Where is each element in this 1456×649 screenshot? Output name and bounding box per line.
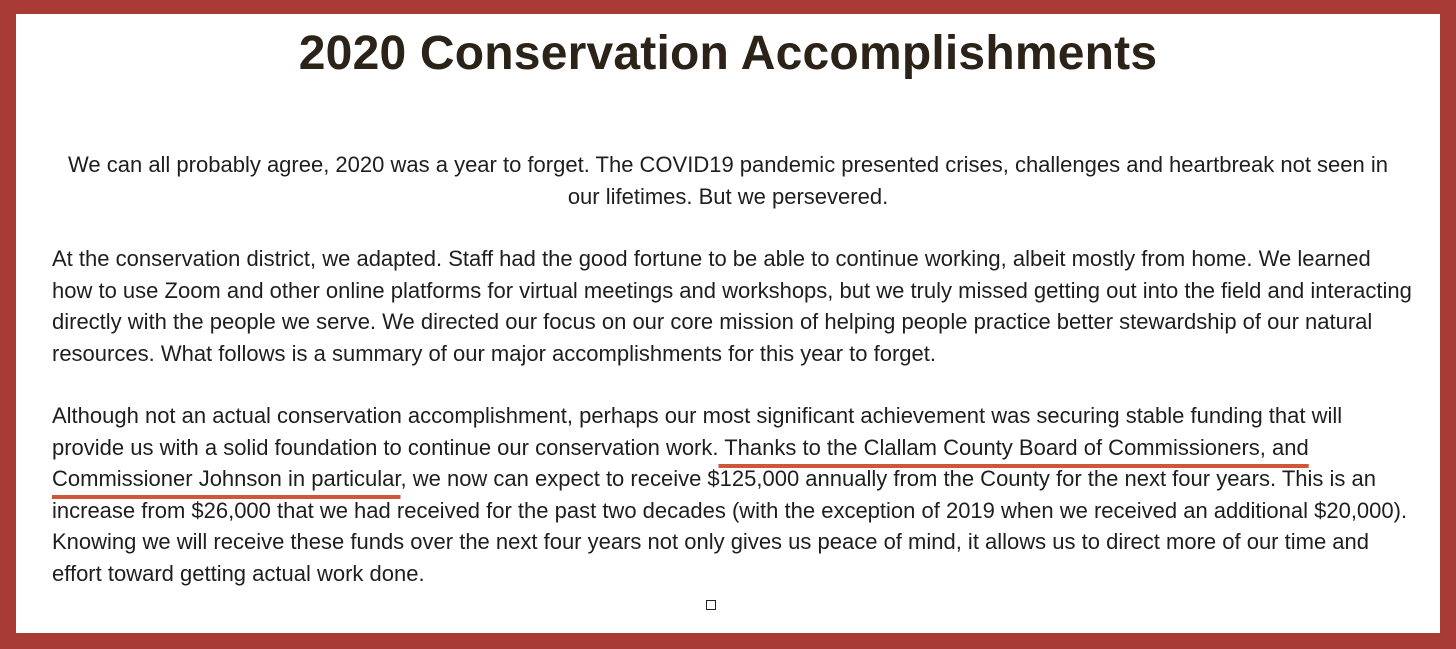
highlighted-acknowledgement: Thanks to the Clallam County Board of Commissioners, and Commissioner Johnson in particular — [52, 434, 1309, 492]
intro-paragraph: We can all probably agree, 2020 was a year to forget. The COVID19 pandemic presented crises, challenges and heartbreak not seen in our lifetimes. But we persevered. — [68, 152, 1388, 209]
page-title: 2020 Conservation Accomplishments — [298, 27, 1158, 80]
adaptation-paragraph: At the conservation district, we adapted. Staff had the good fortune to be able to continue working, albeit mostly from home. We learned how to use Zoom and other online platforms for virtual meetings and workshops, but we truly missed getting out into the field and interacting directly with the people we serve. We directed our focus on our core mission of helping people practice better stewardship of our natural resources. What follows is a summary of our major accomplishments for this year to forget. — [52, 246, 1412, 366]
small-square-marker — [706, 600, 716, 610]
funding-paragraph — [52, 400, 1412, 590]
funding-text-before: Although not an actual conservation accomplishment, perhaps our most significant achievement was securing stable funding that will provide us with a solid foundation to continue our conservation work. — [52, 403, 1343, 460]
funding-text-after: , we now can expect to receive $125,000 annually from the County for the next four years. This is an increase from $26,000 that we had received for the past two decades (with the exception of 2019 when we received an additional $20,000). Knowing we will receive these funds over the next four years not only gives us peace of mind, it allows us to direct more of our time and effort toward getting actual work done. — [52, 466, 1408, 586]
